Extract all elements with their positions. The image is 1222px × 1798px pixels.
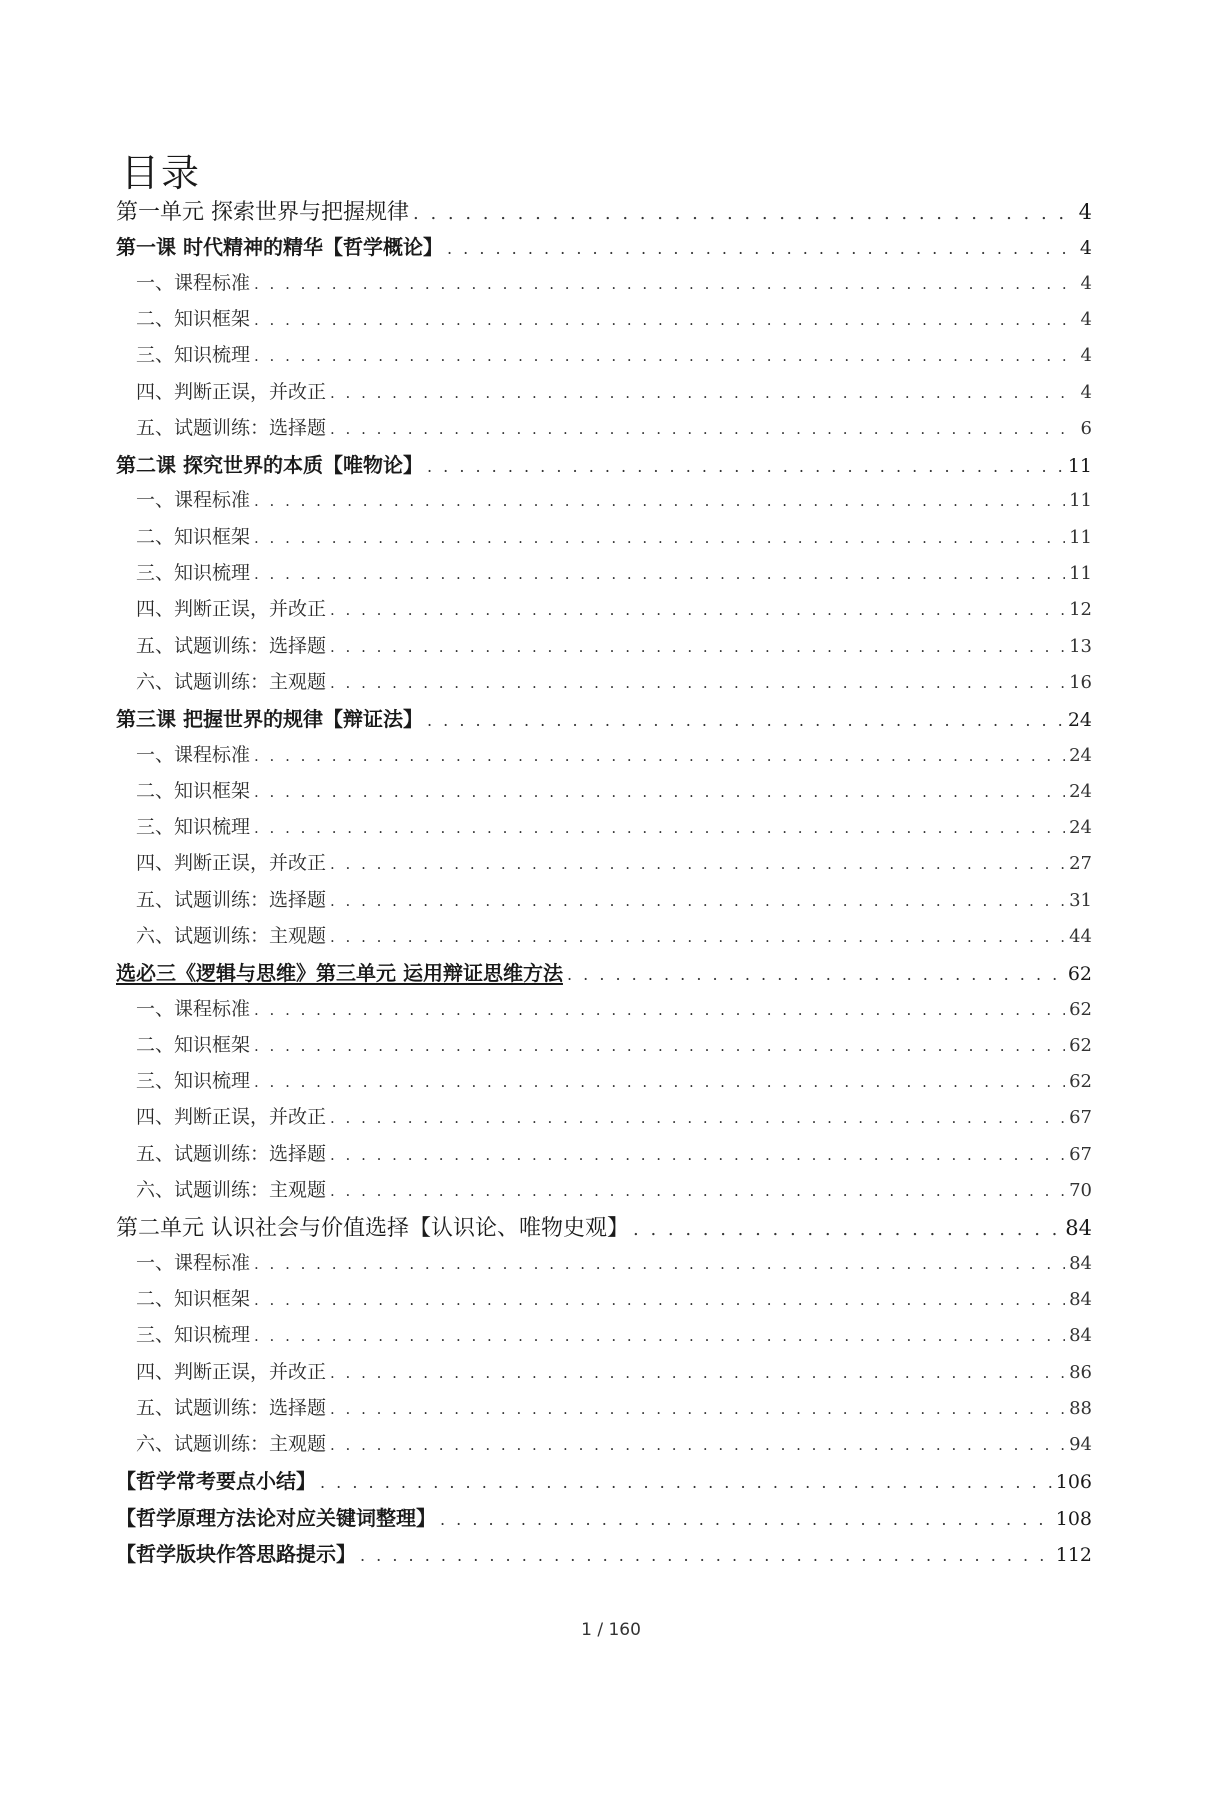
dot-leader (330, 384, 1077, 402)
toc-entry-page-number: 62 (1069, 1035, 1092, 1056)
dot-leader (330, 1146, 1065, 1164)
dot-leader (254, 1001, 1065, 1019)
toc-entry-label: 三、知识梳理 (136, 1324, 251, 1346)
toc-entry[interactable] (136, 667, 1092, 701)
toc-entry-label: 五、试题训练：选择题 (136, 1397, 327, 1419)
toc-entry[interactable] (116, 195, 1092, 229)
dot-leader (254, 1291, 1065, 1309)
dot-leader (254, 1255, 1065, 1273)
toc-entry-label: 【哲学原理方法论对应关键词整理】 (116, 1506, 436, 1530)
toc-entry-label: 第二课 探究世界的本质【唯物论】 (116, 453, 423, 477)
toc-entry[interactable] (136, 594, 1092, 628)
dot-leader (330, 1436, 1065, 1454)
toc-entry-page-number: 106 (1055, 1471, 1092, 1493)
toc-entry-label: 第三课 把握世界的规律【辩证法】 (116, 707, 423, 731)
toc-entry[interactable] (116, 703, 1092, 737)
dot-leader (254, 311, 1077, 329)
dot-leader (427, 457, 1064, 476)
toc-entry[interactable] (136, 413, 1092, 447)
toc-entry-page-number: 24 (1069, 817, 1092, 838)
toc-entry-label: 六、试题训练：主观题 (136, 1433, 327, 1455)
toc-entry[interactable] (136, 921, 1092, 955)
toc-entry-page-number: 11 (1069, 563, 1092, 584)
dot-leader (427, 711, 1064, 730)
toc-entry[interactable] (136, 340, 1092, 374)
dot-leader (254, 275, 1077, 293)
toc-entry[interactable] (136, 631, 1092, 665)
toc-entry-page-number: 13 (1069, 636, 1092, 657)
dot-leader (567, 965, 1064, 984)
toc-entry[interactable] (136, 1284, 1092, 1318)
toc-entry[interactable] (136, 994, 1092, 1028)
toc-entry-page-number: 86 (1069, 1362, 1092, 1383)
toc-entry-page-number: 44 (1069, 926, 1092, 947)
toc-entry[interactable] (116, 957, 1092, 991)
dot-leader (254, 492, 1065, 510)
toc-entry[interactable] (136, 268, 1092, 302)
toc-entry[interactable] (136, 304, 1092, 338)
toc-entry-page-number: 4 (1080, 382, 1092, 403)
toc-entry-page-number: 24 (1067, 709, 1092, 731)
dot-leader (633, 1219, 1061, 1240)
toc-entry-label: 一、课程标准 (136, 744, 251, 766)
toc-entry-label: 二、知识框架 (136, 308, 251, 330)
dot-leader (254, 747, 1065, 765)
toc-entry-label: 四、判断正误，并改正 (136, 381, 327, 403)
toc-entry-label: 第一课 时代精神的精华【哲学概论】 (116, 235, 443, 259)
dot-leader (330, 638, 1065, 656)
toc-entry[interactable] (136, 848, 1092, 882)
toc-entry-label: 五、试题训练：选择题 (136, 417, 327, 439)
toc-entry-label: 三、知识梳理 (136, 562, 251, 584)
toc-entry[interactable] (136, 1139, 1092, 1173)
toc-entry[interactable] (116, 449, 1092, 483)
toc-entry-page-number: 31 (1069, 890, 1092, 911)
toc-entry[interactable] (136, 485, 1092, 519)
toc-entry-page-number: 84 (1069, 1325, 1092, 1346)
toc-entry-page-number: 112 (1055, 1544, 1092, 1566)
toc-entry-label: 五、试题训练：选择题 (136, 635, 327, 657)
toc-entry-label: 二、知识框架 (136, 1288, 251, 1310)
toc-entry-label: 【哲学常考要点小结】 (116, 1469, 316, 1493)
toc-entry-label: 四、判断正误，并改正 (136, 1106, 327, 1128)
toc-entry[interactable] (136, 1393, 1092, 1427)
toc-entry-label: 第一单元 探索世界与把握规律 (116, 200, 409, 225)
toc-entry[interactable] (136, 1030, 1092, 1064)
dot-leader (254, 783, 1065, 801)
toc-entry-label: 四、判断正误，并改正 (136, 852, 327, 874)
toc-entry-label: 【哲学版块作答思路提示】 (116, 1542, 356, 1566)
dot-leader (330, 1109, 1065, 1127)
toc-entry-label: 六、试题训练：主观题 (136, 1179, 327, 1201)
dot-leader (330, 601, 1065, 619)
toc-entry-page-number: 11 (1069, 490, 1092, 511)
dot-leader (330, 674, 1065, 692)
dot-leader (254, 1073, 1065, 1091)
toc-entry-label: 一、课程标准 (136, 489, 251, 511)
toc-entry-page-number: 108 (1055, 1508, 1092, 1530)
dot-leader (360, 1546, 1052, 1565)
toc-entry-label: 六、试题训练：主观题 (136, 925, 327, 947)
toc-entry-page-number: 70 (1069, 1180, 1092, 1201)
toc-entry-page-number: 4 (1080, 345, 1092, 366)
toc-entry[interactable] (116, 1502, 1092, 1536)
toc-entry-page-number: 11 (1069, 527, 1092, 548)
toc-entry-page-number: 27 (1069, 853, 1092, 874)
toc-entry-page-number: 4 (1079, 237, 1092, 259)
toc-entry[interactable] (136, 522, 1092, 556)
toc-entry-label: 四、判断正误，并改正 (136, 598, 327, 620)
toc-entry[interactable] (116, 1211, 1092, 1245)
toc-entry-label: 二、知识框架 (136, 780, 251, 802)
toc-entry-page-number: 67 (1069, 1144, 1092, 1165)
dot-leader (254, 819, 1065, 837)
toc-entry-page-number: 62 (1069, 1071, 1092, 1092)
toc-entry-page-number: 62 (1067, 963, 1092, 985)
dot-leader (330, 1182, 1065, 1200)
dot-leader (254, 529, 1065, 547)
dot-leader (254, 565, 1065, 583)
toc-entry-page-number: 84 (1069, 1289, 1092, 1310)
dot-leader (330, 928, 1065, 946)
toc-title: 目录 (121, 151, 202, 195)
toc-entry-label: 六、试题训练：主观题 (136, 671, 327, 693)
toc-entry[interactable] (116, 1538, 1092, 1572)
toc-entry-page-number: 12 (1069, 599, 1092, 620)
toc-entry[interactable] (136, 1357, 1092, 1391)
dot-leader (330, 855, 1065, 873)
dot-leader (254, 1327, 1065, 1345)
toc-entry-label: 四、判断正误，并改正 (136, 1361, 327, 1383)
dot-leader (440, 1510, 1052, 1529)
toc-entry[interactable] (136, 558, 1092, 592)
dot-leader (320, 1473, 1052, 1492)
toc-entry-label: 二、知识框架 (136, 526, 251, 548)
toc-entry-label: 一、课程标准 (136, 998, 251, 1020)
toc-entry-label: 一、课程标准 (136, 272, 251, 294)
toc-entry-label: 一、课程标准 (136, 1252, 251, 1274)
page-indicator: 1 / 160 (581, 1620, 641, 1640)
toc-entry-page-number: 94 (1069, 1434, 1092, 1455)
dot-leader (330, 1364, 1065, 1382)
toc-entry[interactable] (116, 231, 1092, 265)
toc-entry-page-number: 88 (1069, 1398, 1092, 1419)
toc-entry-page-number: 16 (1069, 672, 1092, 693)
toc-entry[interactable] (136, 1066, 1092, 1100)
toc-entry-page-number: 62 (1069, 999, 1092, 1020)
toc-entry-page-number: 84 (1069, 1253, 1092, 1274)
toc-entry-page-number: 6 (1080, 418, 1092, 439)
toc-entry[interactable] (136, 1248, 1092, 1282)
toc-entry-page-number: 84 (1065, 1216, 1092, 1240)
toc-entry[interactable] (136, 740, 1092, 774)
toc-entry[interactable] (136, 776, 1092, 810)
dot-leader (330, 420, 1077, 438)
toc-entry-page-number: 24 (1069, 745, 1092, 766)
toc-entry-page-number: 4 (1080, 309, 1092, 330)
toc-entry[interactable] (136, 812, 1092, 846)
toc-entry-label: 五、试题训练：选择题 (136, 1143, 327, 1165)
toc-entry-label: 第二单元 认识社会与价值选择【认识论、唯物史观】 (116, 1216, 629, 1241)
toc-entry-label: 三、知识梳理 (136, 1070, 251, 1092)
dot-leader (413, 203, 1075, 224)
toc-entry[interactable] (136, 1175, 1092, 1209)
dot-leader (254, 1037, 1065, 1055)
dot-leader (330, 1400, 1065, 1418)
toc-entry-label: 三、知识梳理 (136, 816, 251, 838)
dot-leader (447, 239, 1076, 258)
toc-entry-label: 二、知识框架 (136, 1034, 251, 1056)
toc-entry-label: 选必三《逻辑与思维》第三单元 运用辩证思维方法 (116, 961, 563, 985)
toc-entry[interactable] (136, 1102, 1092, 1136)
toc-entry-page-number: 4 (1078, 200, 1092, 224)
toc-entry[interactable] (136, 1320, 1092, 1354)
toc-entry-label: 五、试题训练：选择题 (136, 889, 327, 911)
toc-entry-page-number: 11 (1067, 455, 1092, 477)
toc-entry[interactable] (136, 377, 1092, 411)
toc-entry[interactable] (136, 1429, 1092, 1463)
dot-leader (330, 892, 1065, 910)
toc-entry-page-number: 24 (1069, 781, 1092, 802)
toc-entry-page-number: 4 (1080, 273, 1092, 294)
dot-leader (254, 347, 1077, 365)
toc-entry[interactable] (136, 885, 1092, 919)
toc-entry-label: 三、知识梳理 (136, 344, 251, 366)
toc-entry[interactable] (116, 1465, 1092, 1499)
toc-entry-page-number: 67 (1069, 1107, 1092, 1128)
